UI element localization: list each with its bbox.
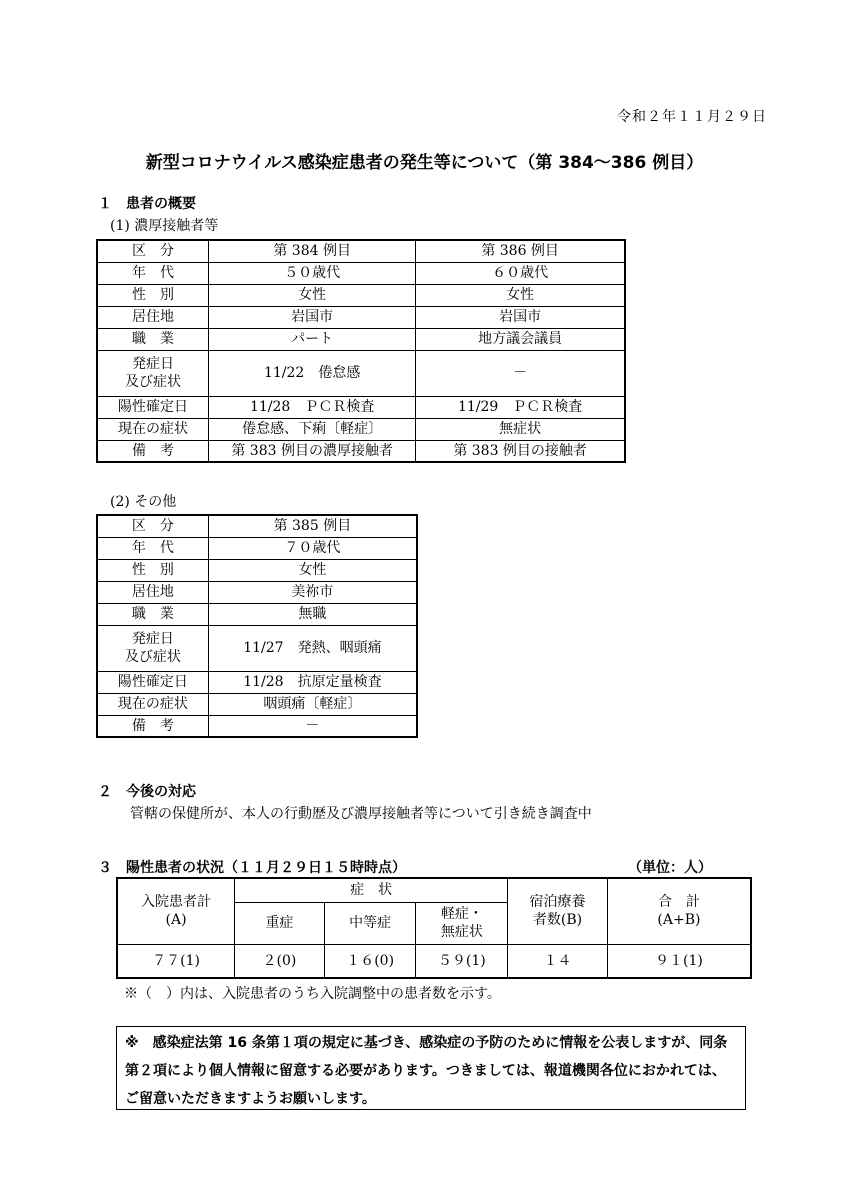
row-label: 備 考 [97, 715, 208, 737]
row-label: 年 代 [97, 537, 208, 559]
row-value: 女性 [416, 284, 625, 306]
row-label: 性 別 [97, 559, 208, 581]
mild-value: ５９(1) [416, 944, 508, 978]
row-value: 女性 [209, 284, 416, 306]
table-row [97, 262, 625, 284]
row-label: 発症日 及び症状 [97, 350, 209, 396]
row-value: ７０歳代 [208, 537, 417, 559]
row-label: 性 別 [97, 284, 209, 306]
row-value: 倦怠感、下痢〔軽症〕 [209, 418, 416, 440]
row-value: パート [209, 328, 416, 350]
total-header: 合 計 (A+B) [607, 878, 751, 944]
row-label: 居住地 [97, 581, 208, 603]
status-table [116, 877, 752, 979]
row-label: 区 分 [97, 240, 209, 262]
row-label: 現在の症状 [97, 693, 208, 715]
row-value: ５０歳代 [209, 262, 416, 284]
inpatient-header: 入院患者計 (A) [117, 878, 235, 944]
row-value: － [208, 715, 417, 737]
table-row [97, 581, 417, 603]
row-label: 陽性確定日 [97, 671, 208, 693]
document-date: 令和２年１１月２９日 [617, 109, 767, 125]
table-row [97, 284, 625, 306]
row-label: 居住地 [97, 306, 209, 328]
moderate-value: １６(0) [324, 944, 416, 978]
row-value: 第 385 例目 [208, 515, 417, 537]
moderate-header: 中等症 [324, 902, 416, 944]
row-label: 現在の症状 [97, 418, 209, 440]
symptoms-header: 症 状 [235, 878, 508, 902]
table-row [97, 418, 625, 440]
severe-header: 重症 [235, 902, 325, 944]
row-value: 無職 [208, 603, 417, 625]
section1-heading: １ 患者の概要 [98, 196, 196, 212]
table-row [97, 515, 417, 537]
row-label: 区 分 [97, 515, 208, 537]
table-row [97, 396, 625, 418]
mild-header: 軽症・ 無症状 [416, 902, 508, 944]
table-row [97, 306, 625, 328]
row-value: 11/27 発熱、咽頭痛 [208, 625, 417, 671]
row-value: 美祢市 [208, 581, 417, 603]
section2-text: 管轄の保健所が、本人の行動歴及び濃厚接触者等について引き続き調査中 [130, 806, 592, 822]
row-value: 女性 [208, 559, 417, 581]
row-label: 年 代 [97, 262, 209, 284]
table-row [97, 715, 417, 737]
row-value: 岩国市 [209, 306, 416, 328]
page-title: 新型コロナウイルス感染症患者の発生等について（第 384～386 例目） [145, 153, 704, 173]
severe-value: ２(0) [235, 944, 325, 978]
row-value: 第 386 例目 [416, 240, 625, 262]
row-value: 咽頭痛〔軽症〕 [208, 693, 417, 715]
row-label: 職 業 [97, 328, 209, 350]
total-value: ９１(1) [607, 944, 751, 978]
hotel-header: 宿泊療養 者数(B) [508, 878, 608, 944]
row-value: 第 384 例目 [209, 240, 416, 262]
section1-sub2: (2) その他 [110, 494, 177, 510]
hotel-value: １４ [508, 944, 608, 978]
row-label: 発症日 及び症状 [97, 625, 208, 671]
row-value: 11/28 ＰＣＲ検査 [209, 396, 416, 418]
row-value: 11/28 抗原定量検査 [208, 671, 417, 693]
row-value: 地方議会議員 [416, 328, 625, 350]
row-value: 岩国市 [416, 306, 625, 328]
table-row [97, 537, 417, 559]
section3-heading: ３ 陽性患者の状況（１１月２９日１５時時点） [98, 860, 406, 876]
row-value: 11/29 ＰＣＲ検査 [416, 396, 625, 418]
inpatient-value: ７７(1) [117, 944, 235, 978]
table-row [97, 625, 417, 671]
row-value: 無症状 [416, 418, 625, 440]
row-value: ６０歳代 [416, 262, 625, 284]
row-value: － [416, 350, 625, 396]
unit-label: （単位：人） [628, 860, 712, 876]
row-value: 第 383 例目の接触者 [416, 440, 625, 462]
table-row [97, 328, 625, 350]
section2-heading: ２ 今後の対応 [98, 784, 196, 800]
row-label: 職 業 [97, 603, 208, 625]
table-row [97, 350, 625, 396]
table-row [97, 671, 417, 693]
status-footnote: ※（ ）内は、入院患者のうち入院調整中の患者数を示す。 [124, 986, 501, 1002]
notice-box: ※ 感染症法第 16 条第１項の規定に基づき、感染症の予防のために情報を公表しますが、同条第２項により個人情報に留意する必要があります。つきましては、報道機関各位におかれては、ご留意いただきますようお願いします。 [116, 1026, 746, 1110]
table-row [97, 440, 625, 462]
table-row [97, 559, 417, 581]
row-value: 第 383 例目の濃厚接触者 [209, 440, 416, 462]
row-value: 11/22 倦怠感 [209, 350, 416, 396]
row-label: 陽性確定日 [97, 396, 209, 418]
section1-sub1: (1) 濃厚接触者等 [110, 218, 219, 234]
table-row [97, 240, 625, 262]
table-row [97, 603, 417, 625]
patients-table-close-contacts [96, 239, 626, 463]
table-row [97, 693, 417, 715]
row-label: 備 考 [97, 440, 209, 462]
patients-table-other [96, 514, 418, 738]
